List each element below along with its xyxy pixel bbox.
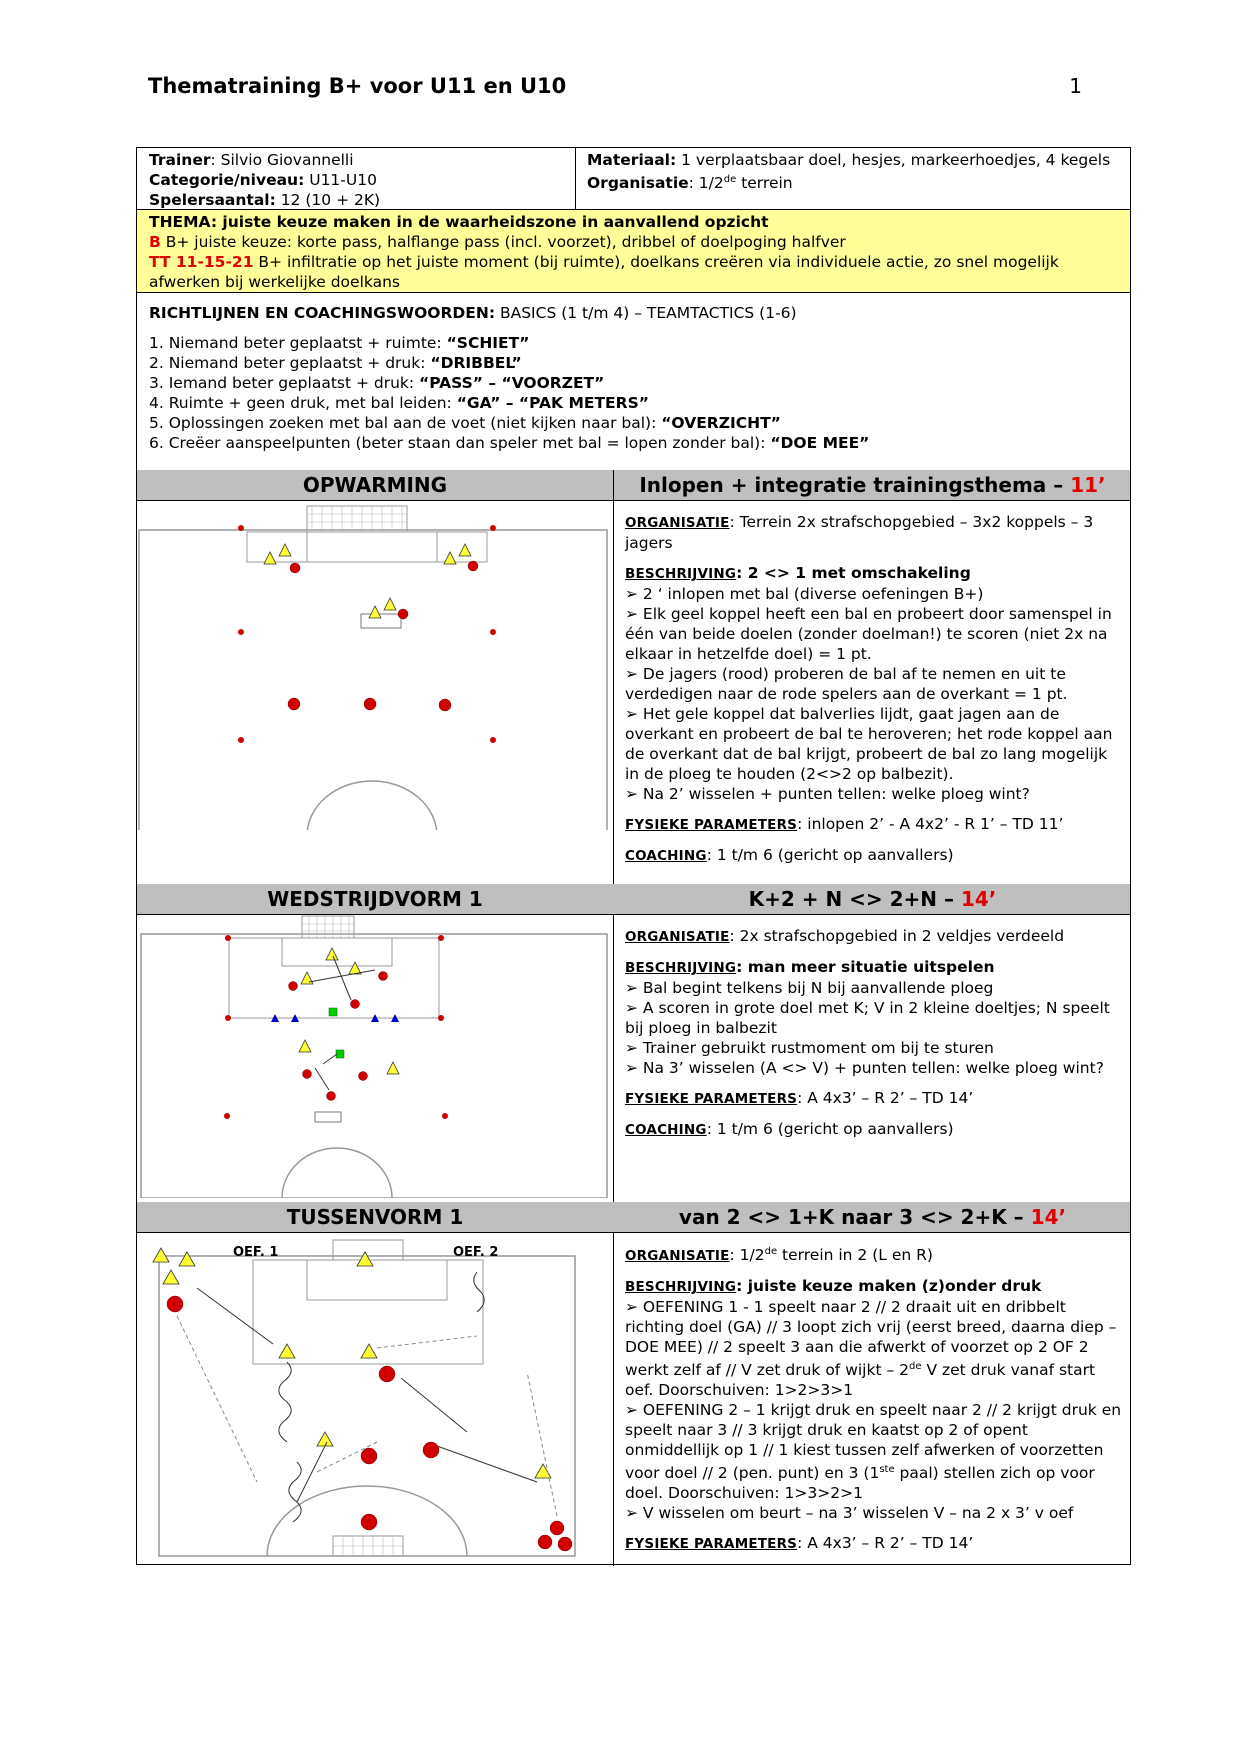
desc-bold: : juiste keuze maken (z)onder druk xyxy=(736,1277,1042,1296)
bullet: ➢ A scoren in grote doel met K; V in 2 kleine doeltjes; N speelt bij ploeg in balbezit xyxy=(625,999,1110,1037)
section-bar-opwarming xyxy=(137,470,1130,500)
divider xyxy=(137,292,1130,293)
phys-label: FYSIEKE PARAMETERS xyxy=(625,1536,798,1553)
diagram-label-oef2: OEF. 2 xyxy=(453,1245,499,1260)
training-sheet xyxy=(136,147,1131,1565)
theme-tt-tag: TT 11-15-21 xyxy=(149,253,254,271)
bullet: ➢ OEFENING 2 – 1 krijgt druk en speelt naar 2 // 2 krijgt druk en speelt naar 3 // 3 krijgt druk en kaatst op 2 of opent onmiddellijk op 1 // 1 kiest tussen zelf afwerken of voorzetten voor doel // 2 (pen. punt) en 3 (1ste paal) stellen zich op voor doel. Doorschuiven: 1>3>2>1 xyxy=(625,1401,1122,1503)
bullet: ➢ Na 3’ wisselen (A <> V) + punten tellen: welke ploeg wint? xyxy=(625,1059,1104,1077)
section-title-right: van 2 <> 1+K naar 3 <> 2+K – 14’ xyxy=(678,1205,1067,1229)
field-diagram-tussenvorm xyxy=(137,1232,613,1562)
org-text: : 1/2 xyxy=(729,1246,765,1265)
bullet: ➢ V wisselen om beurt – na 3’ wisselen V – na 2 x 3’ v oef xyxy=(625,1504,1074,1523)
bullet: ➢ Het gele koppel dat balverlies lijdt, gaat jagen aan de overkant en probeert de bal te heroveren; het rode koppel aan de overkant dat de bal krijgt, probeert de bal zo lang mogelijk in de ploeg te houden (2<>2 op balbezit). xyxy=(625,705,1113,783)
org-label: ORGANISATIE xyxy=(625,929,730,945)
guideline-item: 2. Niemand beter geplaatst + druk: “DRIBBEL” xyxy=(149,354,522,372)
section-title-right: K+2 + N <> 2+N – 14’ xyxy=(748,887,997,911)
theme-b-tag: B xyxy=(149,233,161,251)
desc-bold: : 2 <> 1 met omschakeling xyxy=(736,564,971,582)
organisation-label: Organisatie xyxy=(587,174,689,193)
guideline-item: 3. Iemand beter geplaatst + druk: “PASS” – “VOORZET” xyxy=(149,374,605,392)
section-title-right: Inlopen + integratie trainingsthema – 11’ xyxy=(639,473,1106,497)
players-label: Spelersaantal: xyxy=(149,191,276,209)
field-diagram-wedstrijdvorm xyxy=(137,914,613,1198)
theme-b-text: B+ juiste keuze: korte pass, halflange pass (incl. voorzet), dribbel of doelpoging halfver xyxy=(160,233,846,251)
coach-label: COACHING xyxy=(625,1122,707,1138)
column-divider xyxy=(613,470,614,1566)
field-diagram-opwarming xyxy=(137,500,613,830)
info-divider xyxy=(575,148,576,210)
section-text-tussenvorm xyxy=(625,1242,1125,1554)
organisation-value: : 1/2 xyxy=(688,174,724,193)
trainer-value: : Silvio Giovannelli xyxy=(210,151,354,169)
desc-label: BESCHRIJVING xyxy=(625,1279,737,1296)
diagram-label-oef1: OEF. 1 xyxy=(233,1245,279,1260)
phys-text: : A 4x3’ – R 2’ – TD 14’ xyxy=(797,1089,974,1107)
bullet: ➢ Bal begint telkens bij N bij aanvallende ploeg xyxy=(625,979,994,997)
guideline-item: 4. Ruimte + geen druk, met bal leiden: “GA” – “PAK METERS” xyxy=(149,394,649,412)
phys-label: FYSIEKE PARAMETERS xyxy=(625,1091,798,1107)
material-label: Materiaal: xyxy=(587,151,677,169)
organisation-value-post: terrein xyxy=(736,174,793,193)
page-header xyxy=(148,74,1082,104)
section-text-opwarming xyxy=(625,512,1125,866)
guidelines-subtitle: BASICS (1 t/m 4) – TEAMTACTICS (1-6) xyxy=(495,304,797,322)
org-label: ORGANISATIE xyxy=(625,515,730,531)
org-text-post: terrein in 2 (L en R) xyxy=(777,1246,933,1265)
desc-label: BESCHRIJVING xyxy=(625,566,737,582)
org-text: : 2x strafschopgebied in 2 veldjes verdeeld xyxy=(729,927,1065,945)
theme-title: THEMA: juiste keuze maken in de waarheidszone in aanvallend opzicht xyxy=(149,213,769,231)
bullet: ➢ Na 2’ wisselen + punten tellen: welke ploeg wint? xyxy=(625,785,1030,803)
page-title: Thematraining B+ voor U11 en U10 xyxy=(148,74,567,98)
org-text: : Terrein 2x strafschopgebied – 3x2 koppels – 3 jagers xyxy=(625,513,1094,552)
category-value: U11-U10 xyxy=(304,171,377,189)
section-title-left: WEDSTRIJDVORM 1 xyxy=(267,887,483,911)
phys-text: : inlopen 2’ - A 4x2’ - R 1’ – TD 11’ xyxy=(797,815,1064,833)
bullet: ➢ Elk geel koppel heeft een bal en probeert door samenspel in één van beide doelen (zonder doelman!) te scoren (niet 2x na elkaar in hetzelfde doel) = 1 pt. xyxy=(625,605,1112,663)
section-title-left: OPWARMING xyxy=(302,473,448,497)
org-sup: de xyxy=(764,1246,778,1257)
guidelines-title: RICHTLIJNEN EN COACHINGSWOORDEN: xyxy=(149,304,496,322)
section-bar-tussenvorm xyxy=(137,1202,1130,1232)
trainer-label: Trainer xyxy=(149,151,211,169)
info-left xyxy=(149,150,569,210)
players-value: 12 (10 + 2K) xyxy=(275,191,381,209)
guideline-item: 6. Creëer aanspeelpunten (beter staan dan speler met bal = lopen zonder bal): “DOE MEE” xyxy=(149,434,870,452)
info-right xyxy=(587,150,1122,193)
theme-block xyxy=(137,210,1130,292)
guidelines xyxy=(149,303,1119,453)
phys-label: FYSIEKE PARAMETERS xyxy=(625,817,798,833)
section-text-wedstrijdvorm xyxy=(625,926,1125,1140)
bullet: ➢ Trainer gebruikt rustmoment om bij te sturen xyxy=(625,1039,994,1057)
guideline-item: 5. Oplossingen zoeken met bal aan de voet (niet kijken naar bal): “OVERZICHT” xyxy=(149,414,781,432)
section-bar-wedstrijdvorm xyxy=(137,884,1130,914)
bullet: ➢ 2 ‘ inlopen met bal (diverse oefeningen B+) xyxy=(625,585,984,603)
bullet: ➢ De jagers (rood) proberen de bal af te nemen en uit te verdedigen naar de rode spelers aan de overkant = 1 pt. xyxy=(625,665,1068,703)
organisation-sup: de xyxy=(723,174,737,185)
coach-text: : 1 t/m 6 (gericht op aanvallers) xyxy=(706,1120,954,1138)
phys-text: : A 4x3’ – R 2’ – TD 14’ xyxy=(797,1534,974,1553)
section-title-left: TUSSENVORM 1 xyxy=(286,1205,464,1229)
theme-tt-text: B+ infiltratie op het juiste moment (bij ruimte), doelkans creëren via individuele actie, zo snel mogelijk afwerken bij werkelijke doelkans xyxy=(149,253,1059,291)
coach-text: : 1 t/m 6 (gericht op aanvallers) xyxy=(706,846,954,864)
page-number: 1 xyxy=(1069,74,1082,98)
coach-label: COACHING xyxy=(625,848,707,864)
guideline-item: 1. Niemand beter geplaatst + ruimte: “SCHIET” xyxy=(149,334,530,352)
bullet: ➢ OEFENING 1 - 1 speelt naar 2 // 2 draait uit en dribbelt richting doel (GA) // 3 loopt zich vrij (eerst breed, daarna diep – DOE MEE) // 2 speelt 3 aan die afwerkt of voorzet op 2 OF 2 werkt zelf af // V zet druk of wijkt – 2de V zet druk vanaf start oef. Doorschuiven: 1>2>3>1 xyxy=(625,1298,1117,1400)
desc-bold: : man meer situatie uitspelen xyxy=(736,958,995,976)
desc-label: BESCHRIJVING xyxy=(625,960,737,976)
category-label: Categorie/niveau: xyxy=(149,171,305,189)
org-label: ORGANISATIE xyxy=(625,1248,730,1265)
material-value: 1 verplaatsbaar doel, hesjes, markeerhoedjes, 4 kegels xyxy=(676,151,1111,169)
